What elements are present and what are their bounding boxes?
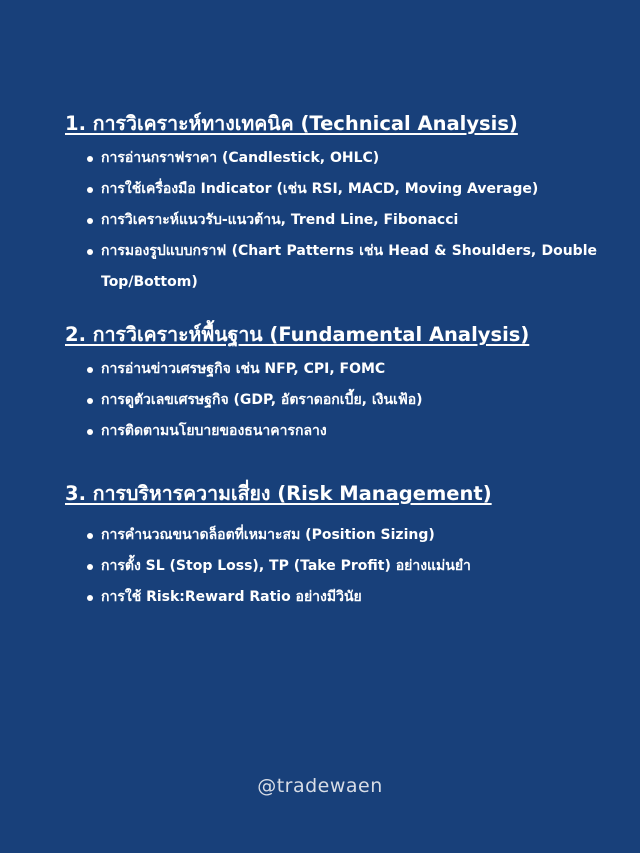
- bullet-list: [65, 354, 597, 447]
- list-item: การดูตัวเลขเศรษฐกิจ (GDP, อัตราดอกเบี้ย, เงินเฟ้อ): [65, 385, 597, 416]
- bullet-list: [65, 143, 597, 298]
- section-heading: 2. การวิเคราะห์พื้นฐาน (Fundamental Analysis): [65, 323, 530, 346]
- bullet-dot-icon: [87, 564, 93, 570]
- bullet-dot-icon: [87, 367, 93, 373]
- section-heading: 3. การบริหารความเสี่ยง (Risk Management): [65, 482, 492, 505]
- list-item: การใช้เครื่องมือ Indicator (เช่น RSI, MACD, Moving Average): [65, 174, 597, 205]
- list-item: การอ่านกราฟราคา (Candlestick, OHLC): [65, 143, 597, 174]
- list-item: การมองรูปแบบกราฟ (Chart Patterns เช่น Head & Shoulders, Double Top/Bottom): [65, 236, 597, 298]
- list-item: การใช้ Risk:Reward Ratio อย่างมีวินัย: [65, 582, 597, 613]
- bullet-dot-icon: [87, 156, 93, 162]
- section-heading: 1. การวิเคราะห์ทางเทคนิค (Technical Analysis): [65, 112, 518, 135]
- bullet-dot-icon: [87, 249, 93, 255]
- list-item: การติดตามนโยบายของธนาคารกลาง: [65, 416, 597, 447]
- list-item: การคำนวณขนาดล็อตที่เหมาะสม (Position Sizing): [65, 520, 597, 551]
- bullet-dot-icon: [87, 533, 93, 539]
- bullet-dot-icon: [87, 398, 93, 404]
- bullet-dot-icon: [87, 429, 93, 435]
- section-technical-analysis: [65, 111, 597, 298]
- list-item: การตั้ง SL (Stop Loss), TP (Take Profit) อย่างแม่นยำ: [65, 551, 597, 582]
- section-fundamental-analysis: [65, 322, 597, 447]
- list-item: การวิเคราะห์แนวรับ-แนวต้าน, Trend Line, Fibonacci: [65, 205, 597, 236]
- footer-handle: @tradewaen: [257, 775, 383, 797]
- bullet-dot-icon: [87, 595, 93, 601]
- list-item: การอ่านข่าวเศรษฐกิจ เช่น NFP, CPI, FOMC: [65, 354, 597, 385]
- section-risk-management: [65, 481, 597, 613]
- bullet-dot-icon: [87, 218, 93, 224]
- bullet-list: [65, 520, 597, 613]
- bullet-dot-icon: [87, 187, 93, 193]
